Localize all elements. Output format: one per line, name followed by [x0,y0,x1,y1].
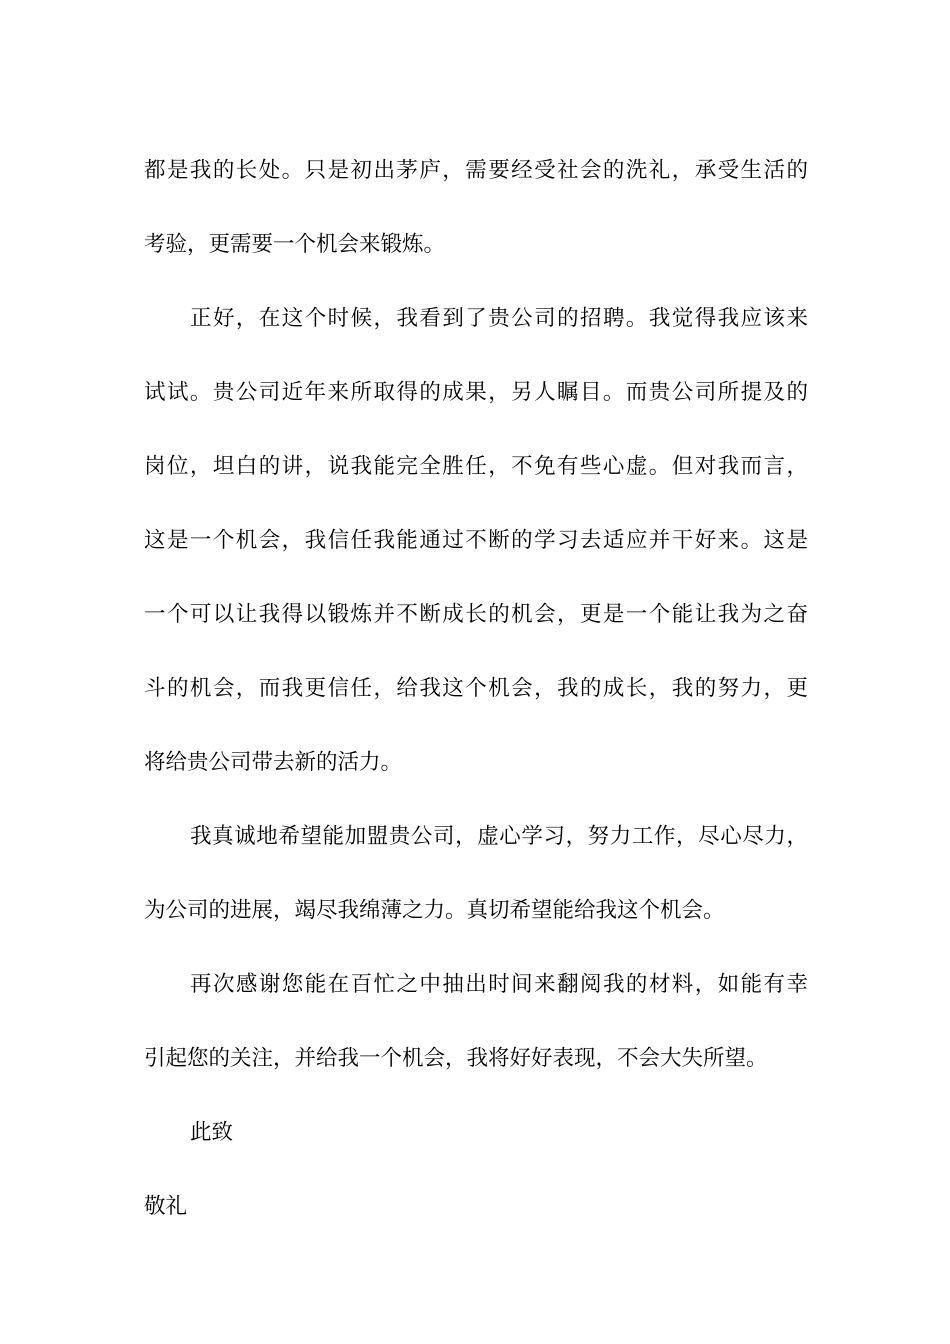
text-line: 试试。贵公司近年来所取得的成果，另人瞩目。而贵公司所提及的 [144,380,808,405]
text-line: 一个可以让我得以锻炼并不断成长的机会，更是一个能让我为之奋 [144,602,808,627]
text-line: 引起您的关注，并给我一个机会，我将好好表现，不会大失所望。 [144,1046,768,1071]
text-line: 都是我的长处。只是初出茅庐，需要经受社会的洗礼，承受生活的 [144,158,808,183]
text-line: 为公司的进展，竭尽我绵薄之力。真切希望能给我这个机会。 [144,898,725,923]
text-line: 将给贵公司带去新的活力。 [144,750,403,775]
salutation: 敬礼 [144,1194,188,1219]
paragraph-start-line: 正好，在这个时候，我看到了贵公司的招聘。我觉得我应该来 [190,306,808,331]
text-line: 岗位，坦白的讲，说我能完全胜任，不免有些心虚。但对我而言， [144,454,808,479]
closing-phrase: 此致 [190,1120,234,1145]
paragraph-start-line: 再次感谢您能在百忙之中抽出时间来翻阅我的材料，如能有幸 [190,972,808,997]
text-line: 这是一个机会，我信任我能通过不断的学习去适应并干好来。这是 [144,528,808,553]
text-line: 斗的机会，而我更信任，给我这个机会，我的成长，我的努力，更 [144,676,808,701]
text-line: 考验，更需要一个机会来锻炼。 [144,232,446,257]
letter-body [144,134,808,1244]
paragraph-start-line: 我真诚地希望能加盟贵公司，虚心学习，努力工作，尽心尽力， [190,824,808,849]
